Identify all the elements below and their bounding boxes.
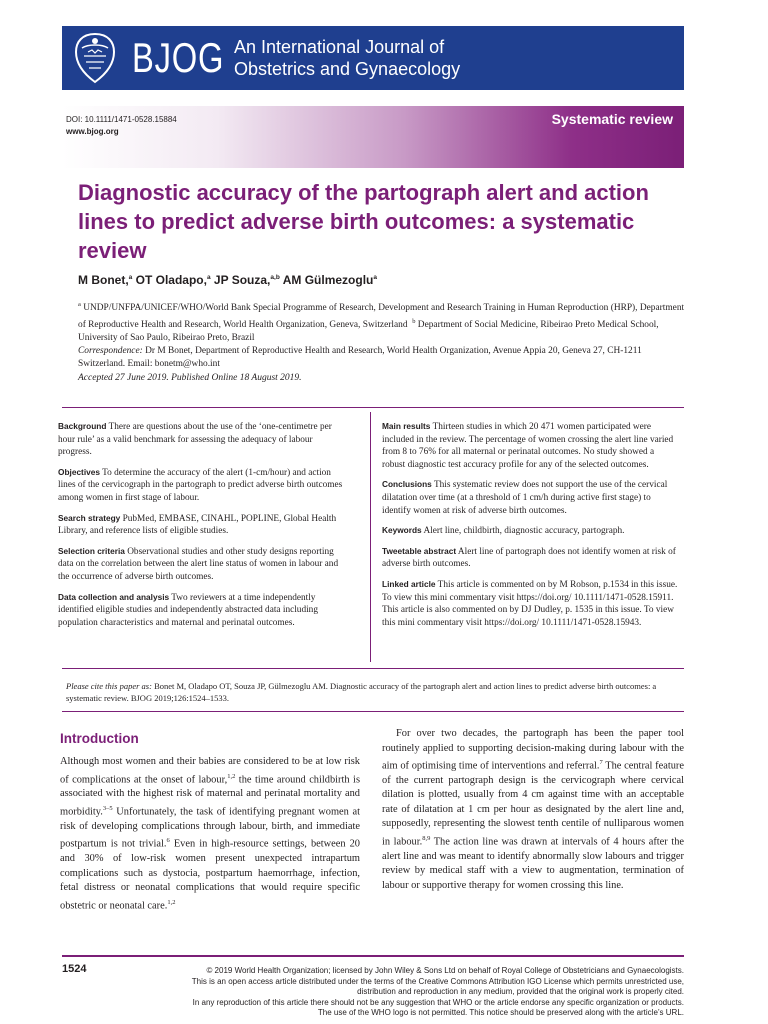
abstract-data-collection: Data collection and analysis Two reviewers at a time independently identified eligible studies and independently abstracted data including population characteristics and maternal and perinatal outcomes.: [58, 591, 318, 628]
abstract-objectives: Objectives To determine the accuracy of the alert (1-cm/hour) and action lines of the cervicograph in the partograph to predict adverse birth outcomes among women in first stage of labour.: [58, 466, 343, 503]
abstract-top-rule: [62, 407, 684, 408]
journal-logo-text: BJOG: [132, 34, 225, 81]
introduction-heading: Introduction: [60, 731, 139, 746]
article-title: Diagnostic accuracy of the partograph alert and action lines to predict adverse birth outcomes: a systematic review: [78, 180, 649, 263]
abstract-bottom-rule: [62, 668, 684, 669]
abstract-keywords: Keywords Alert line, childbirth, diagnostic accuracy, partograph.: [382, 525, 625, 537]
abstract-tweetable: Tweetable abstract Alert line of partograph does not identify women at risk of adverse birth outcomes.: [382, 545, 676, 570]
abstract-left-column: [58, 420, 348, 636]
abstract-selection-criteria: Selection criteria Observational studies and other study designs reporting data on the correlation between the alert line status of women in labour and the occurrence of adverse birth outcomes.: [58, 545, 339, 582]
abstract-search-strategy: Search strategy PubMed, EMBASE, CINAHL, POPLINE, Global Health Library, and reference lists of eligible studies.: [58, 512, 337, 537]
article-type-label: Systematic review: [551, 111, 673, 127]
citation-rule: [62, 711, 684, 712]
author-list: M Bonet,$^a$ OT Oladapo,$^a$ JP Souza,$^{a,b}$ AM Gülmezoglu$^a$: [78, 273, 377, 287]
page-number: 1524: [62, 963, 87, 975]
journal-banner: [62, 26, 684, 90]
introduction-left-column: Although most women and their babies are considered to be at low risk of complications at the onset of labour,$^{1,2}$ the time around childbirth is associated with the highest risk of maternal and perinatal mortality and morbidity.$^{3-5}$ Unfortunately, the task of identifying pregnant women at risk of developing complications through labour, birth, and immediate postpartum is not trivial.$^6$ Even in high-resource settings, between 20 and 30% of low-risk women present unexpected intrapartum complications such as dystocia, postpartum haemorrhage, infection, fetal distress or neonatal complications that would require specific obstetric or neonatal care.$^{1,2}$: [60, 756, 360, 912]
abstract-column-divider: [370, 412, 371, 662]
license-notice: © 2019 World Health Organization; licensed by John Wiley & Sons Ltd on behalf of Royal College of Obstetricians and Gynaecologists. This is an open access article distributed under the terms of the Creative Commons Attribution IGO License which permits unrestricted use, distribution and reproduction in any medium, provided that the original work is properly cited. In any reproduction of this article there should not be any suggestion that WHO or the article endorse any specific organization or products. The use of the WHO logo is not permitted. This notice should be preserved along with the article’s URL.: [191, 966, 684, 1018]
abstract-main-results: Main results Thirteen studies in which 20 471 women participated were included in the review. The percentage of women crossing the alert line varied from 8 to 76% for all maternal or perinatal outcomes. No study showed a robust diagnostic test accuracy profile for any of the selected outcomes.: [382, 421, 674, 470]
introduction-right-column: For over two decades, the partograph has been the paper tool routinely applied to supporting decision-making during labour with the aim of optimising time of interventions and referral.$^7$ The central feature of the current partograph design is the cervicograph where cervical dilation is plotted, usually from 4 cm against time with an acceptable rate of dilatation at 1 cm per hour as designated by the alert line and, supposedly, representing the slowest tenth centile of nulliparous women in labour.$^{8,9}$ The action line was drawn at intervals of 4 hours after the alert line and was meant to identify abnormally slow labours and trigger review by medical staff with a view to augmentation, termination of labour or supportive therapy for women crossing this line.: [382, 728, 685, 891]
journal-title: An International Journal of Obstetrics and Gynaecology: [234, 37, 461, 79]
doi-text: DOI: 10.1111/1471-0528.15884: [66, 115, 177, 124]
affiliations: $^a$ UNDP/UNFPA/UNICEF/WHO/World Bank Special Programme of Research, Development and Research Training in Human Reproduction (HRP), Department of Reproductive Health and Research, World Health Organization, Geneva, Switzerland $^b$ Department of Social Medicine, Ribeirao Preto Medical School, University of Sao Paulo, Ribeirao Preto, Brazil Correspondence: Dr M Bonet, Department of Reproductive Health and Research, World Health Organization, Avenue Appia 20, Geneva 27, CH-1211 Switzerland. Email: bonetm@who.int: [78, 301, 685, 370]
abstract-linked-article: Linked article This article is commented on by M Robson, p.1534 in this issue. To view this mini commentary visit https://doi.org/ 10.1111/1471-0528.15911. This article is also commented on by DJ Dudley, p. 1535 in this issue. To view this mini commentary visit https://doi.org/ 10.1111/1471-0528.15943.: [382, 578, 678, 628]
rcog-crest-icon: [68, 30, 122, 86]
footer-rule: [62, 955, 684, 957]
abstract-right-column: [382, 420, 678, 636]
journal-website-link[interactable]: www.bjog.org: [66, 127, 119, 136]
publication-dates: Accepted 27 June 2019. Published Online 18 August 2019.: [78, 373, 302, 383]
citation-note: Please cite this paper as: Bonet M, Oladapo OT, Souza JP, Gülmezoglu AM. Diagnostic accuracy of the partograph alert and action lines to predict adverse birth outcomes: a systematic review. BJOG 2019;126:1524–1533.: [66, 681, 657, 703]
abstract-background: Background There are questions about the use of the ‘one-centimetre per hour rule’ as a valid benchmark for assessing the adequacy of labour progress.: [58, 421, 332, 458]
abstract-conclusions: Conclusions This systematic review does not support the use of the cervical dilatation over time (at a threshold of 1 cm/h during active first stage) to identify women at risk of adverse birth outcomes.: [382, 479, 668, 516]
